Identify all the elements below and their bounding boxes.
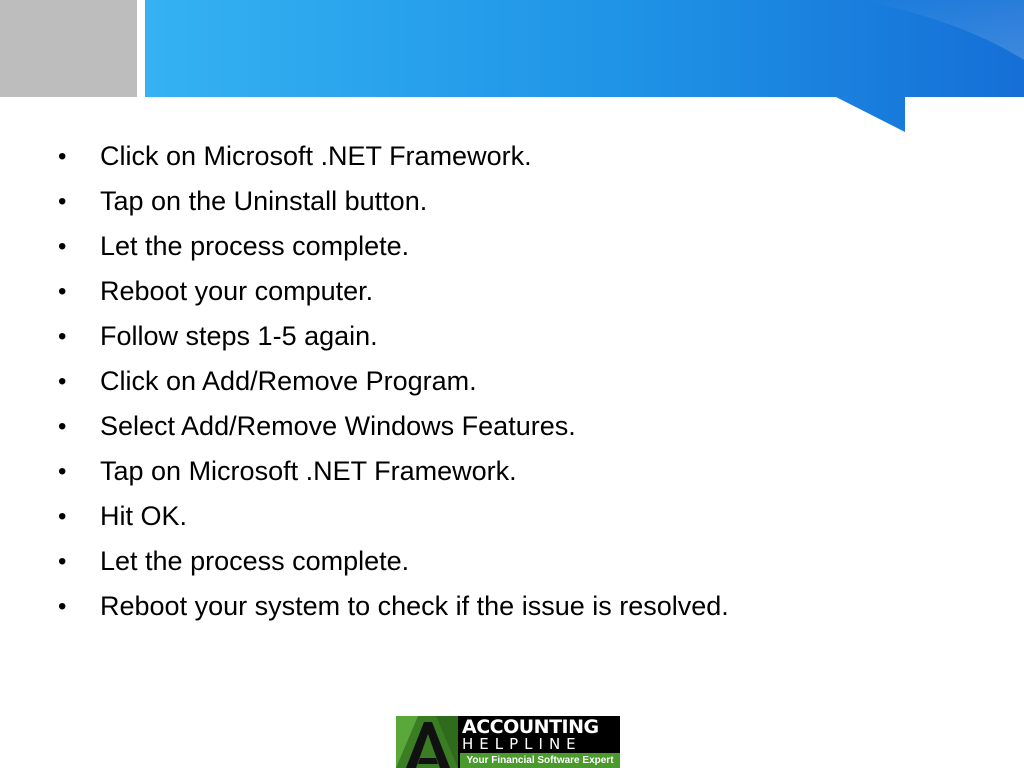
slide-content [58,134,978,629]
bullet-marker: • [58,188,67,215]
bullet-marker: • [58,413,67,440]
logo-text-helpline: HELPLINE [462,735,582,753]
bullet-item [58,359,978,404]
bullet-item [58,224,978,269]
bullet-text: Tap on the Uninstall button. [100,186,428,216]
bullet-item [58,314,978,359]
bullet-marker: • [58,233,67,260]
bullet-item [58,449,978,494]
bullet-text: Reboot your system to check if the issue is resolved. [100,591,729,621]
bullet-item [58,584,978,629]
bullet-item [58,179,978,224]
bullet-text: Select Add/Remove Windows Features. [100,411,576,441]
bullet-marker: • [58,458,67,485]
bullet-marker: • [58,278,67,305]
bullet-list [58,134,978,629]
bullet-item [58,269,978,314]
accounting-helpline-logo [396,716,620,768]
header-banner [0,0,1024,140]
bullet-text: Reboot your computer. [100,276,374,306]
header-blue-band [0,0,1024,140]
bullet-text: Click on Microsoft .NET Framework. [100,141,532,171]
logo-text-accounting: ACCOUNTING [462,716,599,738]
bullet-item [58,494,978,539]
bullet-text: Hit OK. [100,501,188,531]
bullet-marker: • [58,368,67,395]
bullet-text: Click on Add/Remove Program. [100,366,477,396]
bullet-marker: • [58,323,67,350]
bullet-marker: • [58,548,67,575]
bullet-text: Follow steps 1-5 again. [100,321,378,351]
bullet-text: Tap on Microsoft .NET Framework. [100,456,517,486]
header-gray-block [0,0,137,97]
bullet-marker: • [58,593,67,620]
header-divider [137,0,145,97]
green-a-logo-icon [396,716,458,768]
logo-tagline: Your Financial Software Expert [460,753,620,768]
bullet-marker: • [58,143,67,170]
header-blue-shape [145,0,1024,132]
bullet-item [58,539,978,584]
bullet-item [58,134,978,179]
bullet-marker: • [58,503,67,530]
bullet-text: Let the process complete. [100,546,410,576]
bullet-item [58,404,978,449]
bullet-text: Let the process complete. [100,231,410,261]
